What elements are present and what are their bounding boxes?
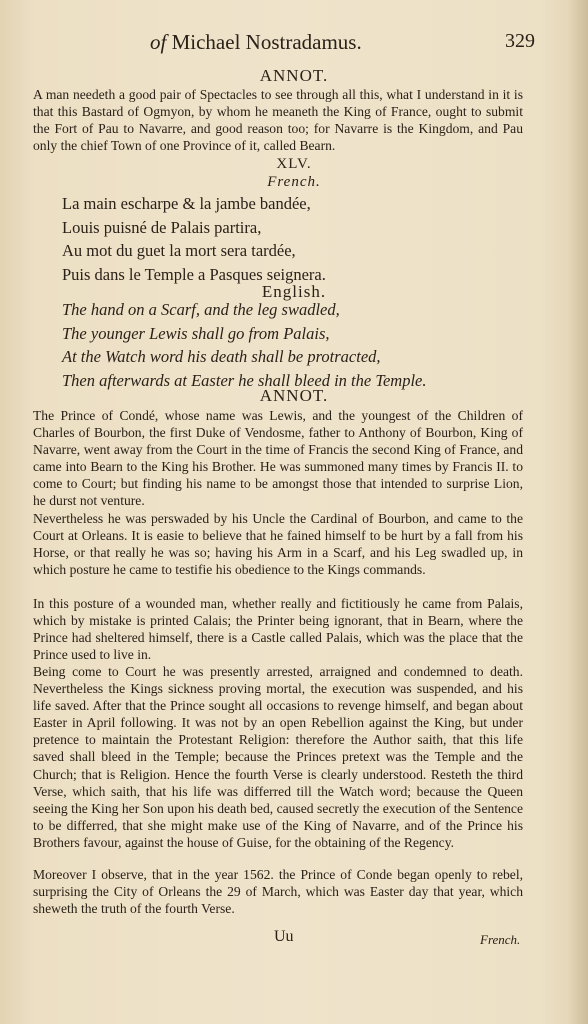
annot-paragraph: The Prince of Condé, whose name was Lewis, and the youngest of the Children of Charles of Bourbon, the first Duke of Vendosme, father to Anthony of Bourbon, King of Navarre, went away from the Court in the time of Francis the second King of France, and came into Bearn to the King his Brother. He was summoned many times by Francis II. to come to Court; but finding his name to be amongst those that intended to surprise Lion, he durst not venture. [33, 408, 523, 509]
annot-paragraph: Moreover I observe, that in the year 1562. the Prince of Conde began openly to rebel, surprising the City of Orleans the 29 of March, which was Easter day that year, which sheweth the truth of the fourth Verse. [33, 867, 523, 917]
annot-heading-2: ANNOT. [259, 386, 329, 405]
header-prefix: of [150, 30, 167, 54]
verse-line: The hand on a Scarf, and the leg swadled, [62, 300, 340, 319]
catchword: French. [480, 932, 521, 947]
signature-mark: Uu [274, 928, 294, 945]
quatrain-number: XLV. [276, 156, 312, 172]
annot-paragraph: Being come to Court he was presently arrested, arraigned and condemned to death. Nevertheless the Kings sickness proving mortal, the execution was suspended, and his life saved. After that the Prince sought all occasions to revenge himself, and began about Easter in April following. It was not by an open Rebellion against the King, but under pretence to maintain the Protestant Religion: therefore the Author saith, that this life saved shall bleed in the Temple; because the Princes pretext was the Temple and the Church; that is Religion. Hence the fourth Verse is clearly understood. Resteth the third Verse, which saith, that his life was differred till the Watch word; because the Queen seeing the King her Son upon his death bed, caused secretly the execution of the Sentence to be differred, that she might make use of the King of Navarre, and of the Prince his Brothers favour, against the house of Guise, for the obtaining of the Regency. [33, 664, 523, 850]
annot-paragraph: Nevertheless he was perswaded by his Uncle the Cardinal of Bourbon, and came to the Court at Orleans. It is easie to believe that he fained himself to be hurt by a fall from his Horse, or that really he was so; having his Arm in a Scarf, and his Leg swadled up, in which posture he came to testifie his obedience to the Kings commands. [33, 511, 523, 578]
french-verse [62, 192, 326, 286]
verse-line: The younger Lewis shall go from Palais, [62, 323, 330, 343]
header-title: Michael Nostradamus. [171, 30, 362, 54]
annot-heading-1: ANNOT. [259, 66, 329, 85]
running-header [150, 30, 362, 55]
annot-paragraph-1: A man needeth a good pair of Spectacles to see through all this, what I understand in it is that this Bastard of Ogmyon, by whom he meaneth the King of France, ought to submit the Fort of Pau to Navarre, and good reason too; for Navarre is the Kingdom, and Pau only the chief Town of one Province of it, called Bearn. [33, 87, 523, 154]
verse-line: La main escharpe & la jambe bandée, [62, 194, 311, 213]
english-heading: English. [261, 282, 327, 301]
page-edge-shadow [568, 0, 588, 1024]
verse-line: Puis dans le Temple a Pasques seignera. [62, 264, 326, 284]
verse-line: Then afterwards at Easter he shall bleed in the Temple. [62, 370, 427, 390]
annot-paragraph: In this posture of a wounded man, whether really and fictitiously he came from Palais, which by mistake is printed Calais; the Printer being ignorant, that in Bearn, where the Prince had sheltered himself, there is a Castle called Palais, which was the place that the Prince used to live in. [33, 596, 523, 663]
english-verse [62, 298, 427, 392]
page-number: 329 [505, 30, 535, 52]
verse-line: Au mot du guet la mort sera tardée, [62, 241, 296, 260]
french-heading: French. [267, 174, 321, 190]
verse-line: At the Watch word his death shall be protracted, [62, 347, 381, 366]
verse-line: Louis puisné de Palais partira, [62, 217, 262, 237]
